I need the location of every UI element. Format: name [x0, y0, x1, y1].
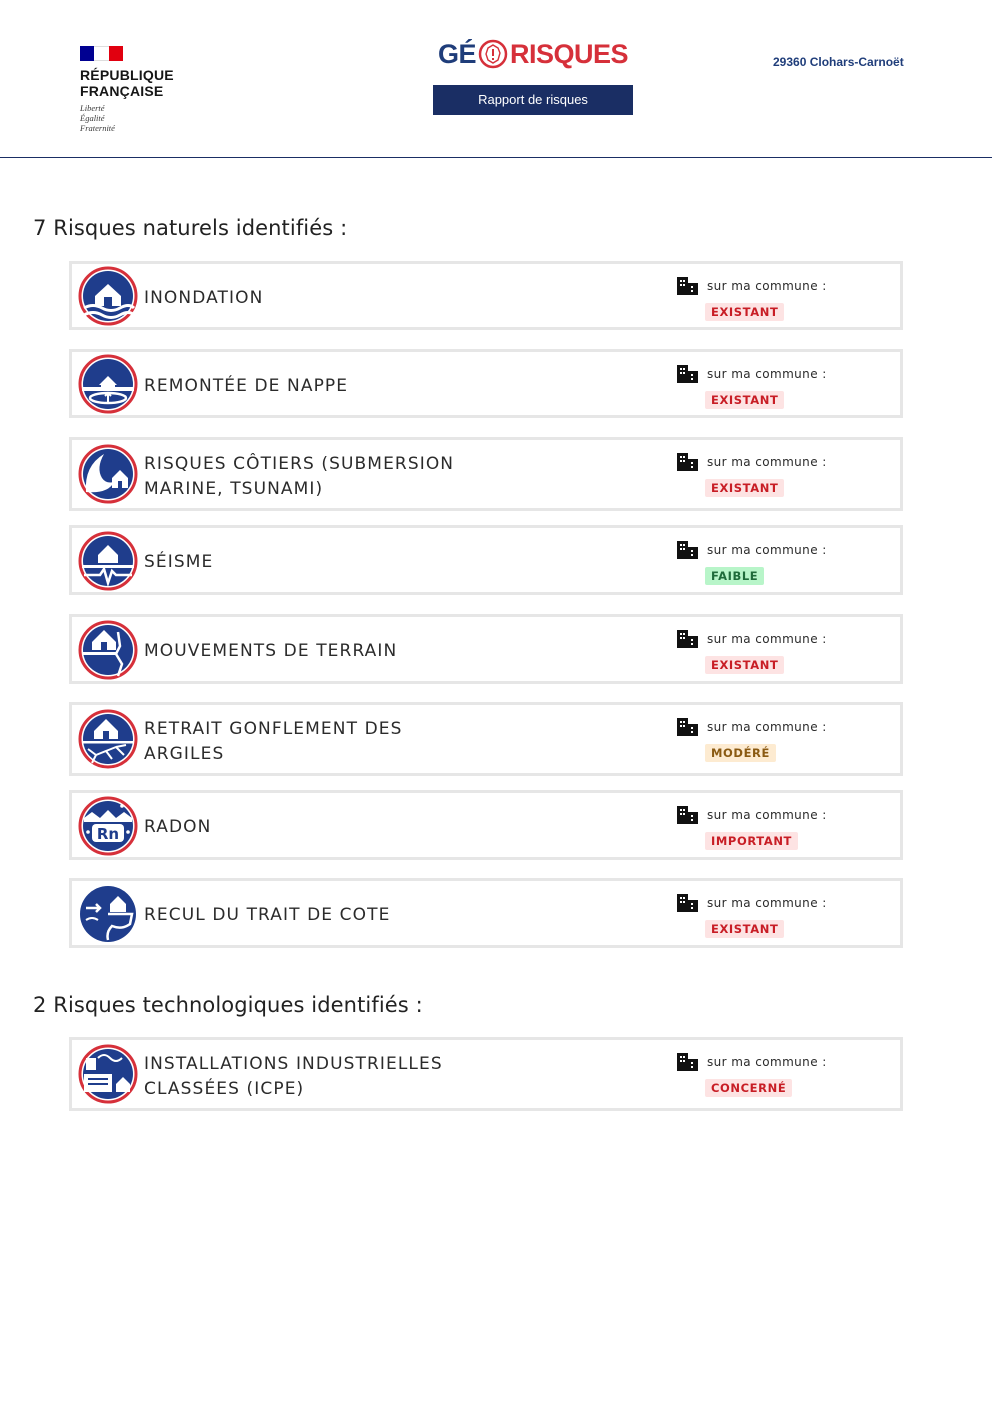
- tech-risks-title: Risques technologiques identifiés :: [53, 993, 423, 1017]
- france-map-icon: [478, 39, 508, 69]
- report-subtitle-banner: Rapport de risques: [433, 85, 633, 115]
- risk-status: [676, 1052, 876, 1097]
- building-icon: [676, 364, 700, 384]
- georisques-logo: [433, 36, 633, 115]
- status-badge: EXISTANT: [705, 391, 784, 409]
- risk-label-line-2: CLASSÉES (ICPE): [144, 1079, 305, 1099]
- status-prefix: sur ma commune :: [707, 720, 827, 734]
- earthquake-icon: [78, 531, 138, 591]
- natural-risks-count: 7: [33, 216, 47, 240]
- risk-card-radon[interactable]: [69, 790, 903, 860]
- motto-liberte: Liberté: [80, 103, 105, 113]
- building-icon: [676, 1052, 700, 1072]
- status-prefix: sur ma commune :: [707, 279, 827, 293]
- republic-line-2: FRANÇAISE: [80, 83, 164, 99]
- building-icon: [676, 540, 700, 560]
- status-prefix: sur ma commune :: [707, 367, 827, 381]
- status-badge: EXISTANT: [705, 656, 784, 674]
- status-badge: EXISTANT: [705, 479, 784, 497]
- status-prefix: sur ma commune :: [707, 896, 827, 910]
- republique-francaise-logo: [80, 46, 190, 133]
- svg-text:Rn: Rn: [96, 825, 120, 843]
- groundwater-icon: [78, 354, 138, 414]
- coastal-wave-icon: [78, 444, 138, 504]
- status-prefix: sur ma commune :: [707, 632, 827, 646]
- risk-label-line-1: RETRAIT GONFLEMENT DES: [144, 719, 403, 739]
- building-icon: [676, 717, 700, 737]
- motto: [80, 103, 190, 133]
- french-flag-icon: [80, 46, 123, 61]
- commune-name: 29360 Clohars-Carnoët: [773, 55, 904, 69]
- natural-risks-title: Risques naturels identifiés :: [53, 216, 348, 240]
- tech-risks-heading: [33, 993, 423, 1017]
- landslide-icon: [78, 620, 138, 680]
- coastline-retreat-icon: [78, 884, 138, 944]
- risk-label: [144, 717, 524, 767]
- risk-status: [676, 364, 876, 409]
- risk-status: [676, 452, 876, 497]
- status-badge: CONCERNÉ: [705, 1079, 792, 1097]
- risk-status: [676, 629, 876, 674]
- risk-label-line-1: INSTALLATIONS INDUSTRIELLES: [144, 1054, 443, 1074]
- risk-card-risques-cotiers[interactable]: [69, 437, 903, 511]
- risk-card-mouvements-de-terrain[interactable]: [69, 614, 903, 684]
- status-badge: EXISTANT: [705, 920, 784, 938]
- risk-label: INONDATION: [144, 288, 264, 308]
- risk-status: [676, 717, 876, 762]
- status-prefix: sur ma commune :: [707, 455, 827, 469]
- risk-label: SÉISME: [144, 552, 214, 572]
- risk-label: REMONTÉE DE NAPPE: [144, 376, 349, 396]
- risk-card-icpe[interactable]: [69, 1037, 903, 1111]
- building-icon: [676, 893, 700, 913]
- status-badge: IMPORTANT: [705, 832, 798, 850]
- status-badge: EXISTANT: [705, 303, 784, 321]
- risk-label-line-1: RISQUES CÔTIERS (SUBMERSION: [144, 454, 455, 474]
- logo-text-risques: RISQUES: [509, 38, 629, 69]
- risk-label: [144, 1052, 524, 1102]
- building-icon: [676, 452, 700, 472]
- risk-status: [676, 276, 876, 321]
- risk-status: [676, 805, 876, 850]
- risk-card-inondation[interactable]: [69, 261, 903, 330]
- risk-card-retrait-gonflement-argiles[interactable]: [69, 702, 903, 776]
- risk-status: [676, 893, 876, 938]
- risk-card-recul-trait-de-cote[interactable]: [69, 878, 903, 948]
- header-divider: [0, 157, 992, 158]
- status-badge: MODÉRÉ: [705, 744, 776, 762]
- republic-line-1: RÉPUBLIQUE: [80, 67, 174, 83]
- risk-card-remontee-de-nappe[interactable]: [69, 349, 903, 418]
- status-prefix: sur ma commune :: [707, 543, 827, 557]
- tech-risks-count: 2: [33, 993, 47, 1017]
- flood-icon: [78, 266, 138, 326]
- status-prefix: sur ma commune :: [707, 808, 827, 822]
- risk-label-line-2: ARGILES: [144, 744, 225, 764]
- risk-label: RADON: [144, 817, 212, 837]
- industrial-icon: [78, 1044, 138, 1104]
- risk-card-seisme[interactable]: [69, 525, 903, 595]
- status-prefix: sur ma commune :: [707, 1055, 827, 1069]
- motto-fraternite: Fraternité: [80, 123, 115, 133]
- natural-risks-heading: [33, 216, 347, 240]
- building-icon: [676, 629, 700, 649]
- risk-label-line-2: MARINE, TSUNAMI): [144, 479, 324, 499]
- risk-label: [144, 452, 524, 502]
- logo-text-ge: GÉ: [437, 38, 476, 69]
- motto-egalite: Égalité: [80, 113, 105, 123]
- risk-label: MOUVEMENTS DE TERRAIN: [144, 641, 398, 661]
- risk-status: [676, 540, 876, 585]
- building-icon: [676, 805, 700, 825]
- status-badge: FAIBLE: [705, 567, 764, 585]
- risk-label: RECUL DU TRAIT DE COTE: [144, 905, 391, 925]
- building-icon: [676, 276, 700, 296]
- radon-icon: [78, 796, 138, 856]
- clay-shrink-icon: [78, 709, 138, 769]
